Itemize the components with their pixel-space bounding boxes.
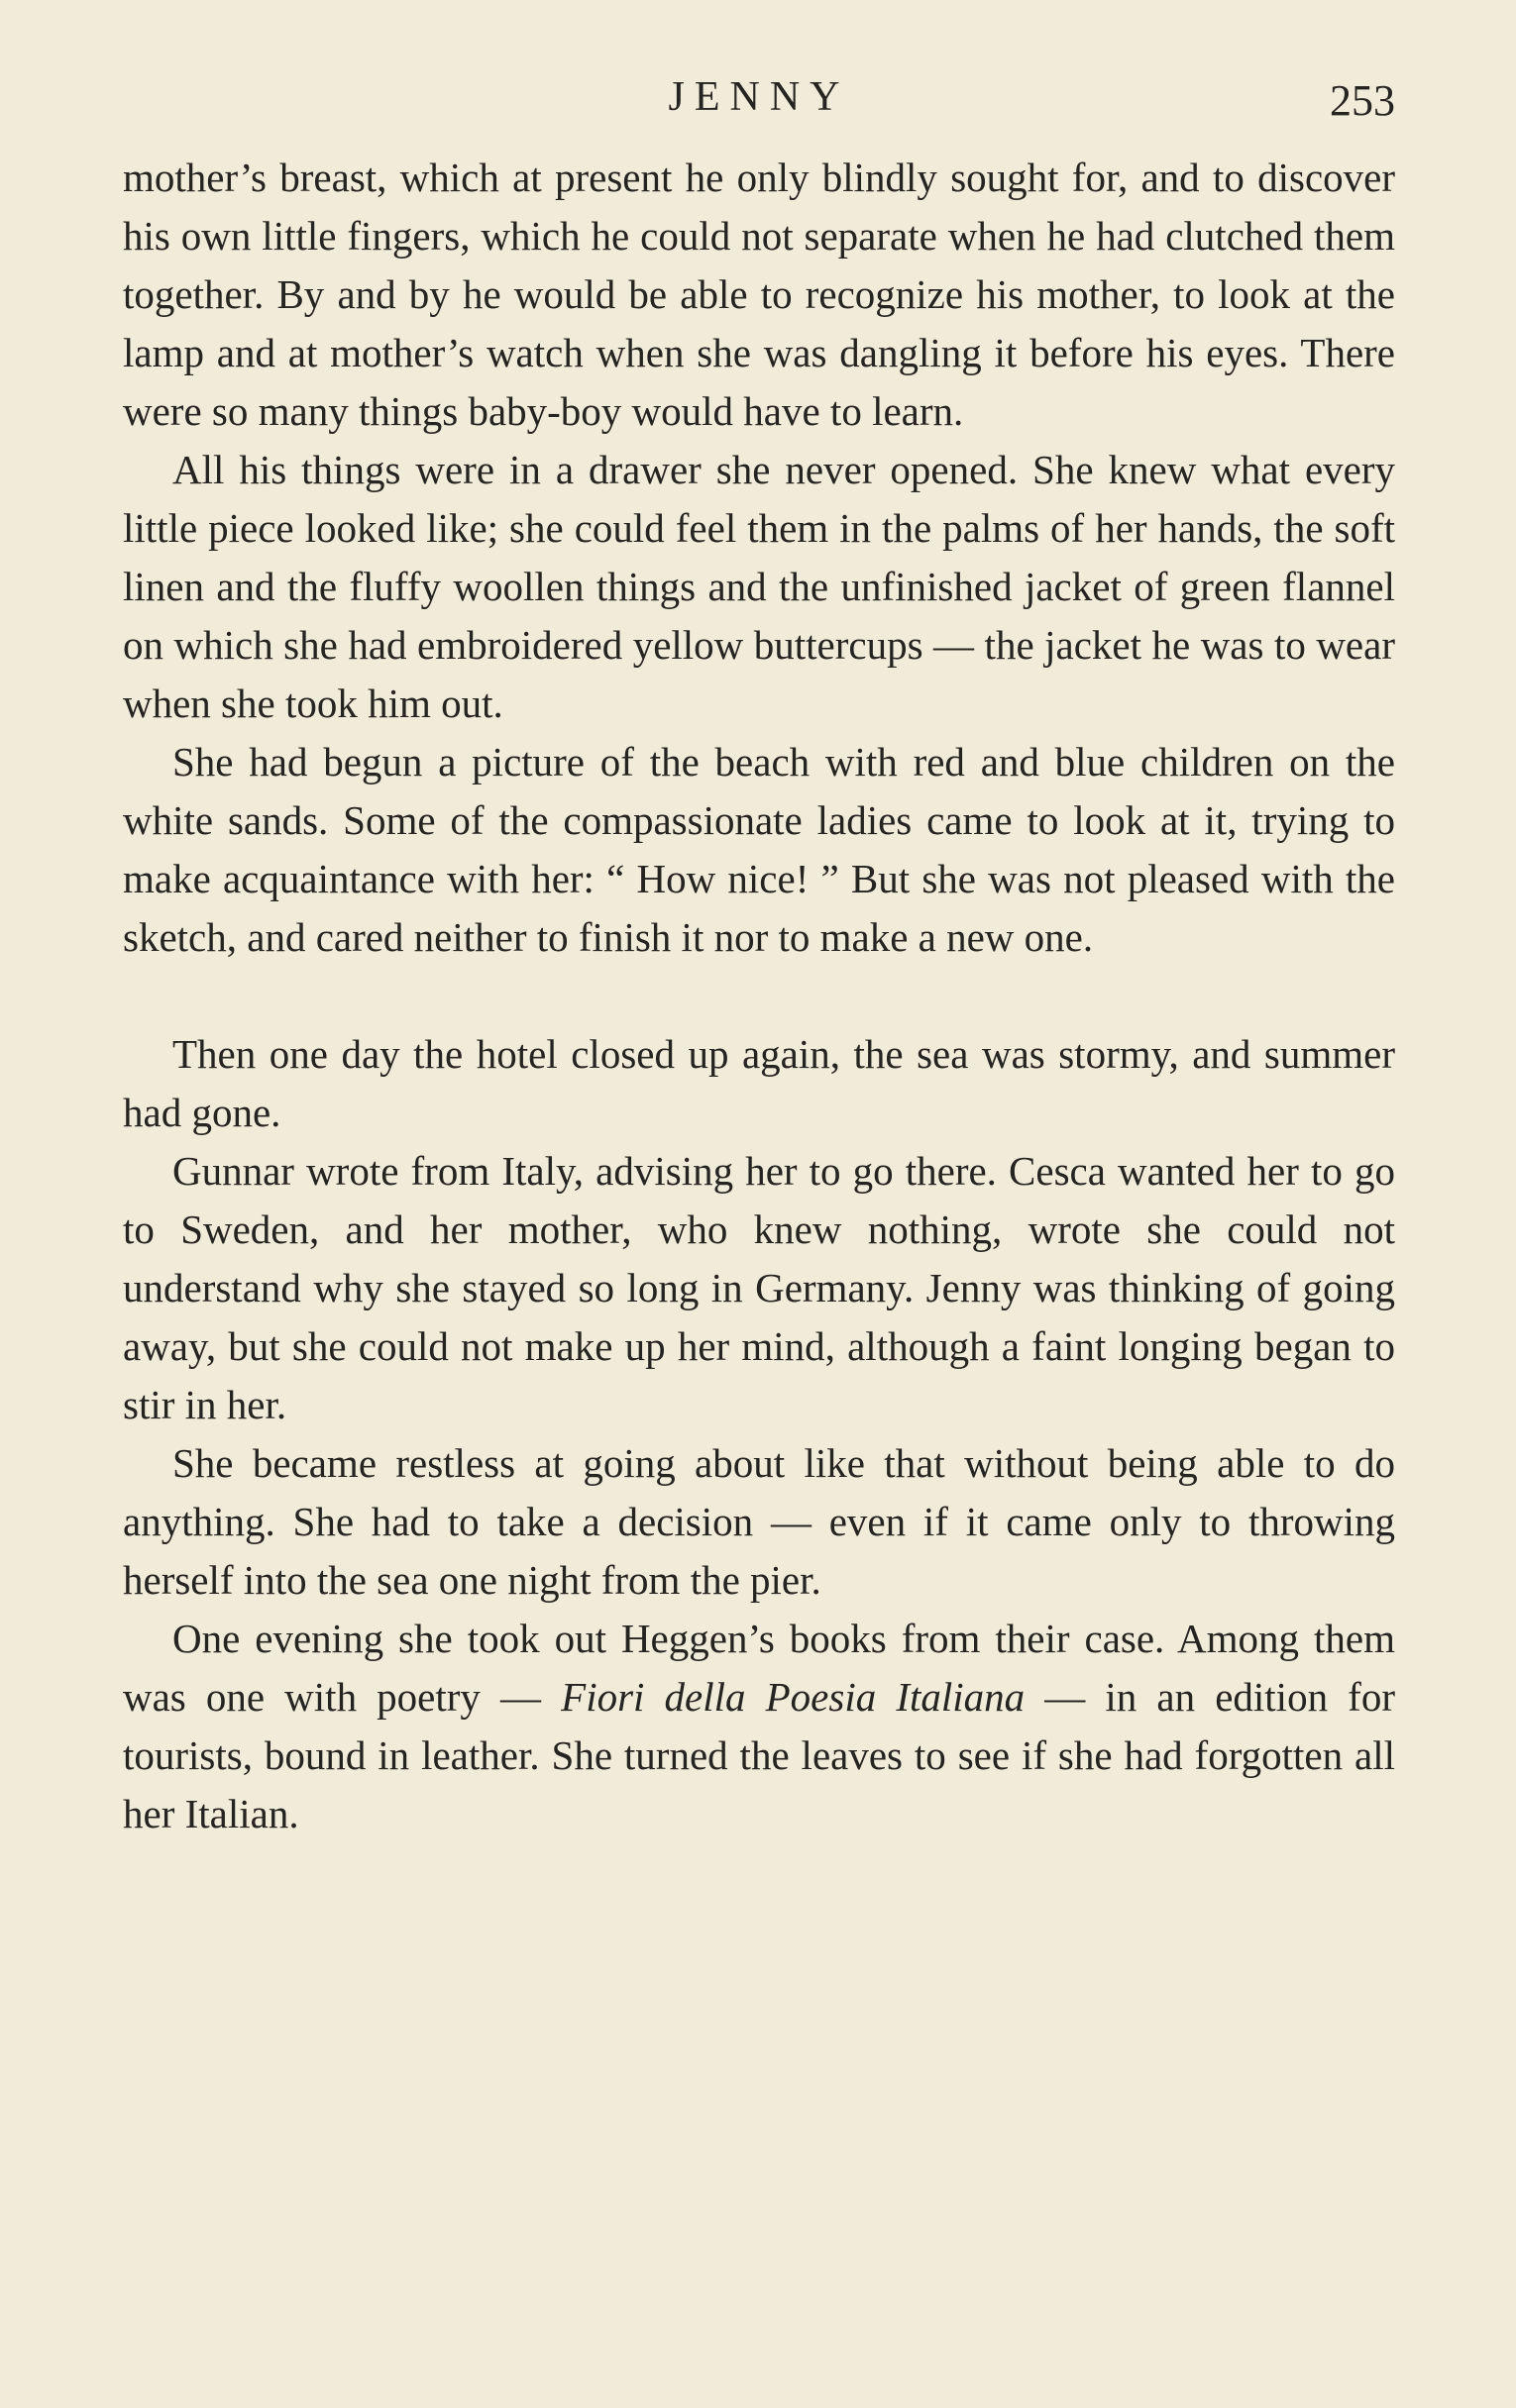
- book-title: Fiori della Poesia Italiana: [561, 1674, 1026, 1720]
- section-break: [123, 967, 1395, 1025]
- paragraph-4: Then one day the hotel closed up again, the sea was stormy, and summer had gone.: [123, 1031, 1395, 1135]
- paragraph-3: She had begun a picture of the beach with red and blue children on the white sands. Some of the compassionate ladies came to look at it, trying to make acquaintance with her: “ How nice! ” But she was not pleased with the sketch, and cared neither to finish it nor to make a new one.: [123, 739, 1395, 960]
- paragraph-7-end: — in an edition for tourists, bound in leather. She turned the leaves to see if she had forgotten all her Italian.: [123, 1674, 1395, 1836]
- paragraph-1: mother’s breast, which at present he only blindly sought for, and to discover his own little fingers, which he could not separate when he had clutched them together. By and by he would be able to recognize his mother, to look at the lamp and at mother’s watch when she was dangling it before his eyes. There were so many things baby-boy would have to learn.: [123, 155, 1395, 434]
- page-header: [123, 67, 1395, 137]
- paragraph-7: [123, 1610, 1395, 1843]
- paragraph-5: Gunnar wrote from Italy, advising her to go there. Cesca wanted her to go to Sweden, and her mother, who knew nothing, wrote she could not understand why she stayed so long in Germany. Jenny was thinking of going away, but she could not make up her mind, although a faint longing began to stir in her.: [123, 1148, 1395, 1427]
- page-number: 253: [1330, 76, 1395, 125]
- running-title: JENNY: [668, 74, 850, 120]
- paragraph-2: All his things were in a drawer she never opened. She knew what every little piece looked like; she could feel them in the palms of her hands, the soft linen and the fluffy woollen things and the unfinished jacket of green flannel on which she had embroidered yellow buttercups — the jacket he was to wear when she took him out.: [123, 447, 1395, 726]
- paragraph-6: She became restless at going about like that without being able to do anything. She had to take a decision — even if it came only to throwing herself into the sea one night from the pier.: [123, 1440, 1395, 1603]
- paragraph-7-start: One evening she took out Heggen’s books from their case. Among them was one with poetry —: [123, 1616, 1395, 1720]
- body-text: [123, 149, 1395, 1843]
